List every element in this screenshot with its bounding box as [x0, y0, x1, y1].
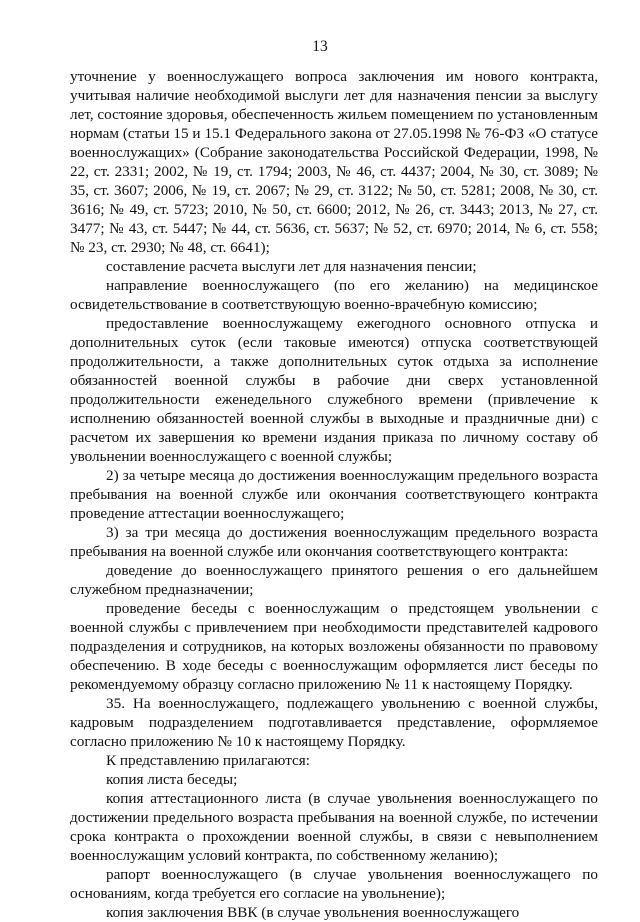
paragraph-13: рапорт военнослужащего (в случае увольнения военнослужащего по основаниям, когда требуется его согласие на увольнение);: [70, 866, 598, 902]
paragraph-3: направление военнослужащего (по его желанию) на медицинское освидетельствование в соответствующую военно-врачебную комиссию;: [70, 277, 598, 313]
paragraph-5: 2) за четыре месяца до достижения военнослужащим предельного возраста пребывания на военной службе или окончания соответствующего контракта проведение аттестации военнослужащего;: [70, 467, 598, 522]
paragraph-7: доведение до военнослужащего принятого решения о его дальнейшем служебном предназначении;: [70, 562, 598, 598]
paragraph-14: копия заключения ВВК (в случае увольнения военнослужащего: [106, 904, 520, 921]
paragraph-10: К представлению прилагаются:: [106, 752, 310, 769]
paragraph-11: копия листа беседы;: [106, 771, 238, 788]
paragraph-12: копия аттестационного листа (в случае увольнения военнослужащего по достижении предельного возраста пребывания на военной службе, по истечении срока контракта о прохождении военной службы, в связи с невыполнением военнослужащим условий контракта, по собственному желанию);: [70, 790, 598, 864]
paragraph-4: предоставление военнослужащему ежегодного основного отпуска и дополнительных суток (если таковые имеются) отпуска соответствующей продолжительности, а также дополнительных суток отдыха за исполнение обязанностей военной службы в рабочие дни сверх установленной продолжительности еженедельного служебного времени (привлечение к исполнению обязанностей военной службы в выходные и праздничные дни) с расчетом их завершения ко времени издания приказа по личному составу об увольнении военнослужащего с военной службы;: [70, 315, 598, 465]
paragraph-2: составление расчета выслуги лет для назначения пенсии;: [106, 258, 477, 275]
page-number: 13: [312, 38, 328, 55]
paragraph-9: 35. На военнослужащего, подлежащего увольнению с военной службы, кадровым подразделением подготавливается представление, оформляемое согласно приложению № 10 к настоящему Порядку.: [70, 695, 598, 750]
body-text: [70, 67, 598, 922]
paragraph-1: уточнение у военнослужащего вопроса заключения им нового контракта, учитывая наличие необходимой выслуги лет для назначения пенсии за выслугу лет, состояние здоровья, обеспеченность жильем помещением по установленным нормам (статьи 15 и 15.1 Федерального закона от 27.05.1998 № 76-ФЗ «О статусе военнослужащих» (Собрание законодательства Российской Федерации, 1998, № 22, ст. 2331; 2002, № 19, ст. 1794; 2003, № 46, ст. 4437; 2004, № 30, ст. 3089; № 35, ст. 3607; 2006, № 19, ст. 2067; № 29, ст. 3122; № 50, ст. 5281; 2008, № 30, ст. 3616; № 49, ст. 5723; 2010, № 50, ст. 6600; 2012, № 26, ст. 3443; 2013, № 27, ст. 3477; № 43, ст. 5447; № 44, ст. 5636, ст. 5637; № 52, ст. 6970; 2014, № 6, ст. 558; № 23, ст. 2930; № 48, ст. 6641);: [70, 68, 598, 256]
paragraph-8: проведение беседы с военнослужащим о предстоящем увольнении с военной службы с привлечением при необходимости представителей кадрового подразделения и сотрудников, на которых возложены обязанности по правовому обеспечению. В ходе беседы с военнослужащим оформляется лист беседы по рекомендуемому образцу согласно приложению № 11 к настоящему Порядку.: [70, 600, 598, 693]
paragraph-6: 3) за три месяца до достижения военнослужащим предельного возраста пребывания на военной службе или окончания соответствующего контракта:: [70, 524, 598, 560]
